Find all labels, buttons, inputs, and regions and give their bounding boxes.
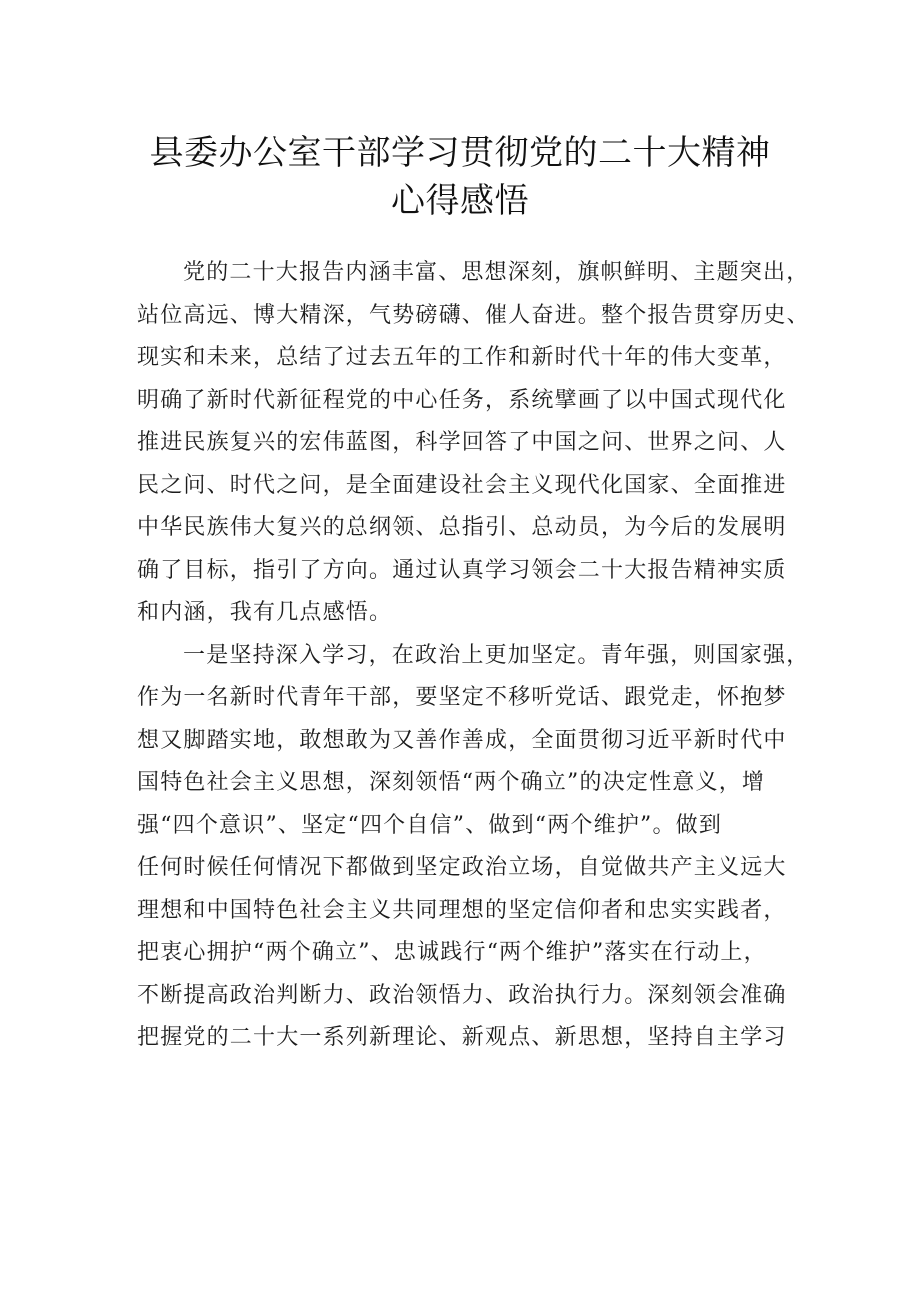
document-title: [0, 130, 920, 224]
title-line-1: 县委办公室干部学习贯彻党的二十大精神: [149, 133, 771, 173]
paragraph-1-line: 和内涵，我有几点感悟。: [137, 600, 393, 625]
title-line-2: 心得感悟: [391, 181, 529, 221]
paragraph-2-line: 把握党的二十大一系列新理论、新观点、新思想，坚持自主学习: [137, 1025, 787, 1050]
paragraph-1-line: 明确了新时代新征程党的中心任务，系统擘画了以中国式现代化: [137, 387, 787, 413]
paragraph-2-line: 把衷心拥护“两个确立”、忠诚践行“两个维护”落实在行动上，: [137, 940, 767, 965]
document-body: [137, 252, 810, 1060]
paragraph-1-line: 站位高远、博大精深，气势磅礴、催人奋进。整个报告贯穿历史、: [137, 302, 810, 328]
paragraph-2-line: 不断提高政治判断力、政治领悟力、政治执行力。深刻领会准确: [137, 982, 787, 1008]
paragraph-2-line: 理想和中国特色社会主义共同理想的坚定信仰者和忠实实践者，: [137, 897, 787, 923]
paragraph-2-line: 国特色社会主义思想，深刻领悟“两个确立”的决定性意义，增: [137, 770, 766, 795]
paragraph-1-line: 现实和未来，总结了过去五年的工作和新时代十年的伟大变革，: [137, 345, 787, 370]
paragraph-2-line: 一是坚持深入学习，在政治上更加坚定。青年强，则国家强，: [183, 642, 810, 668]
paragraph-2-line: 想又脚踏实地，敢想敢为又善作善成，全面贯彻习近平新时代中: [137, 727, 787, 753]
paragraph-2-line: 任何时候任何情况下都做到坚定政治立场，自觉做共产主义远大: [137, 855, 787, 880]
paragraph-1-line: 中华民族伟大复兴的总纲领、总指引、总动员，为今后的发展明: [137, 515, 787, 540]
paragraph-1-line: 推进民族复兴的宏伟蓝图，科学回答了中国之问、世界之问、人: [137, 430, 787, 455]
paragraph-1-line: 确了目标，指引了方向。通过认真学习领会二十大报告精神实质: [137, 557, 787, 583]
paragraph-2-line: 作为一名新时代青年干部，要坚定不移听党话、跟党走，怀抱梦: [137, 685, 787, 710]
paragraph-1-line: 民之问、时代之问，是全面建设社会主义现代化国家、全面推进: [137, 472, 787, 498]
paragraph-1-line: 党的二十大报告内涵丰富、思想深刻，旗帜鲜明、主题突出，: [183, 260, 810, 285]
paragraph-2-line: 强“四个意识”、坚定“四个自信”、做到“两个维护”。做到: [137, 812, 723, 838]
